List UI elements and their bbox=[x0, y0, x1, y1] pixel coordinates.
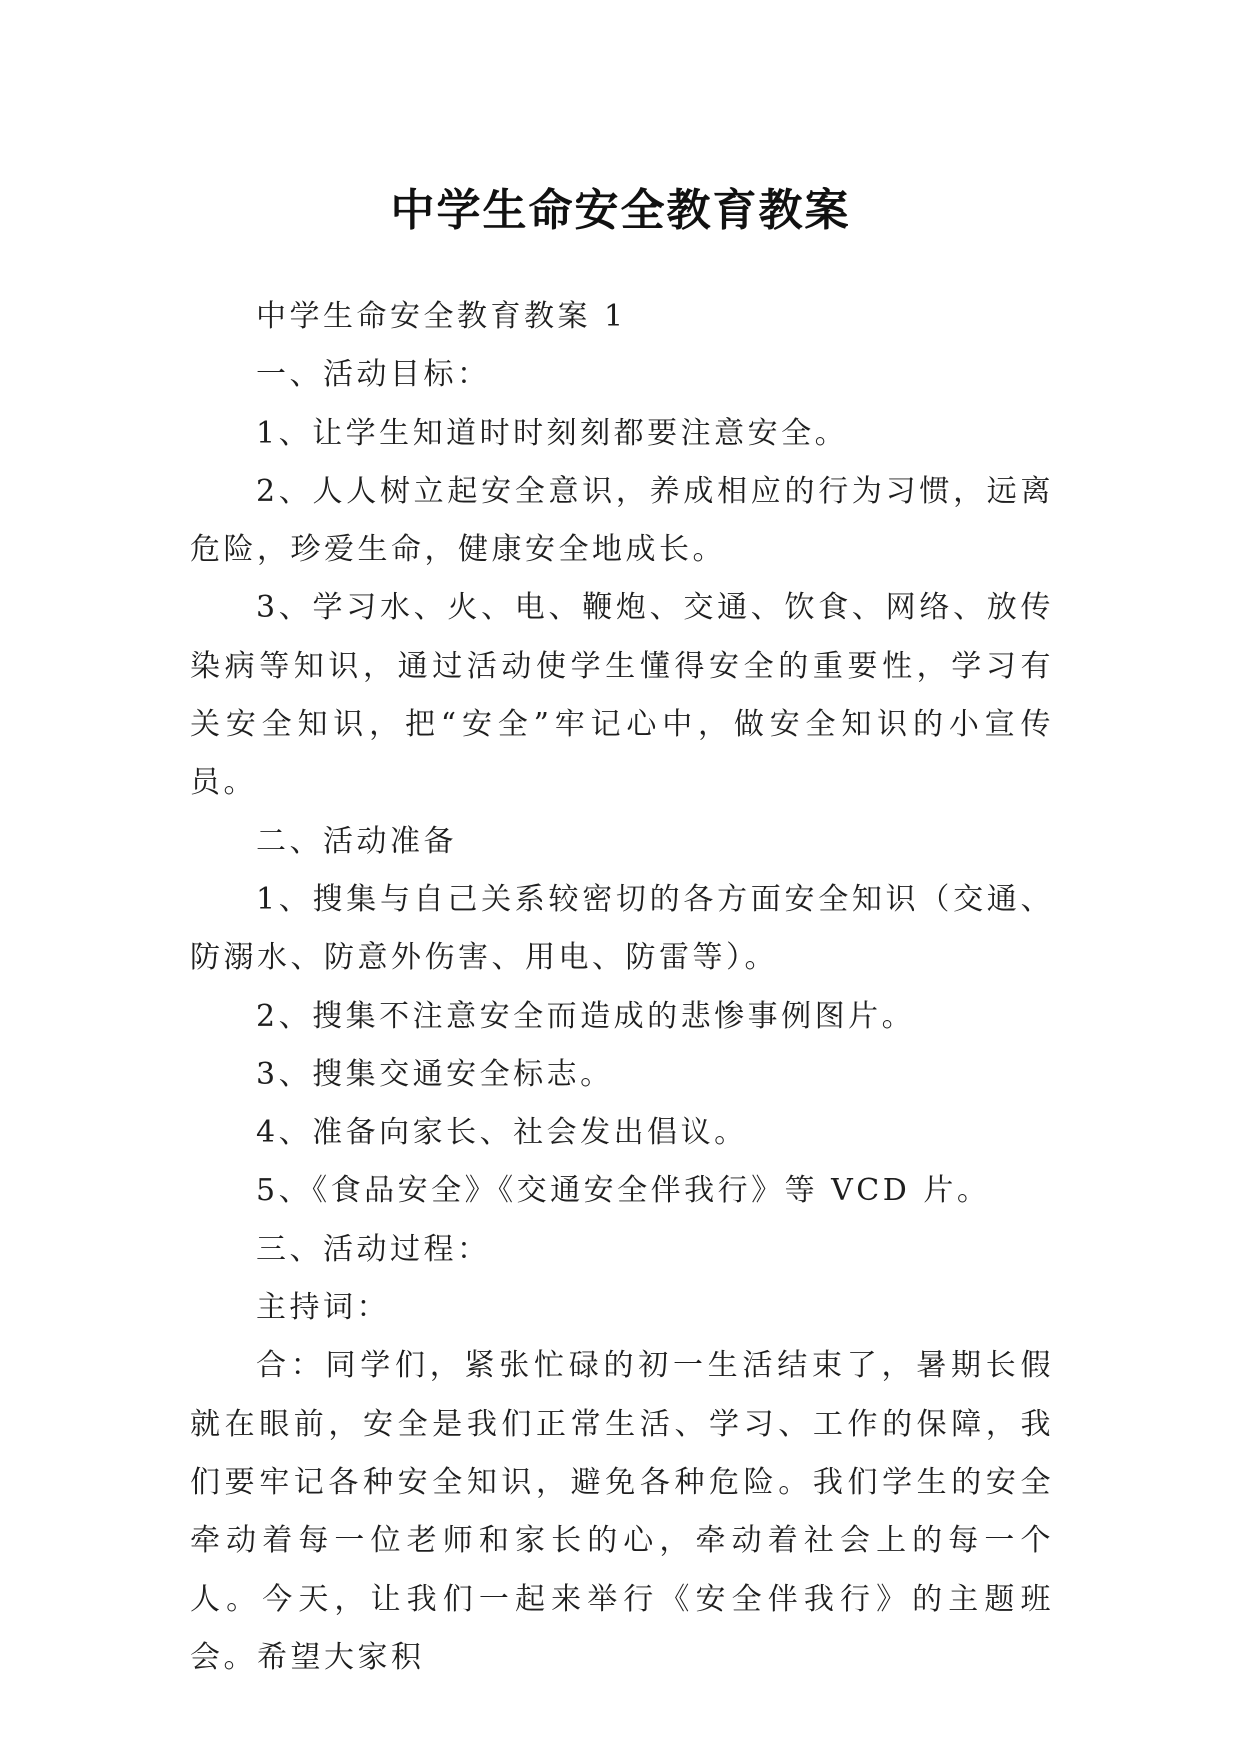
prep-item-1: 1、搜集与自己关系较密切的各方面安全知识（交通、防溺水、防意外伤害、用电、防雷等）。 bbox=[190, 881, 1054, 976]
prep-item-5: 5、《食品安全》《交通安全伴我行》等 VCD 片。 bbox=[256, 1173, 991, 1209]
prep-item-2: 2、搜集不注意安全而造成的悲惨事例图片。 bbox=[256, 998, 916, 1034]
section-heading-lesson-1: 中学生命安全教育教案 1 bbox=[256, 299, 627, 334]
heading-activity-goals: 一、活动目标： bbox=[256, 357, 491, 393]
goal-item-2: 2、人人树立起安全意识，养成相应的行为习惯，远离危险，珍爱生命，健康安全地成长。 bbox=[190, 473, 1054, 568]
goal-item-1: 1、让学生知道时时刻刻都要注意安全。 bbox=[256, 415, 849, 451]
heading-activity-preparation: 二、活动准备 bbox=[256, 823, 457, 859]
host-script-label: 主持词： bbox=[256, 1290, 390, 1326]
prep-item-4: 4、准备向家长、社会发出倡议。 bbox=[256, 1115, 748, 1151]
goal-item-3: 3、学习水、火、电、鞭炮、交通、饮食、网络、放传染病等知识，通过活动使学生懂得安全的重要性，学习有关安全知识，把“安全”牢记心中，做安全知识的小宣传员。 bbox=[190, 590, 1054, 801]
document-title: 中学生命安全教育教案 bbox=[390, 185, 851, 237]
prep-item-3: 3、搜集交通安全标志。 bbox=[256, 1056, 614, 1092]
host-script-paragraph: 合：同学们，紧张忙碌的初一生活结束了，暑期长假就在眼前，安全是我们正常生活、学习、工作的保障，我们要牢记各种安全知识，避免各种危险。我们学生的安全牵动着每一位老师和家长的心，牵动着社会上的每一个人。今天，让我们一起来举行《安全伴我行》的主题班会。希望大家积 bbox=[190, 1348, 1054, 1675]
heading-activity-process: 三、活动过程： bbox=[256, 1231, 491, 1267]
document-body bbox=[190, 288, 1054, 1687]
